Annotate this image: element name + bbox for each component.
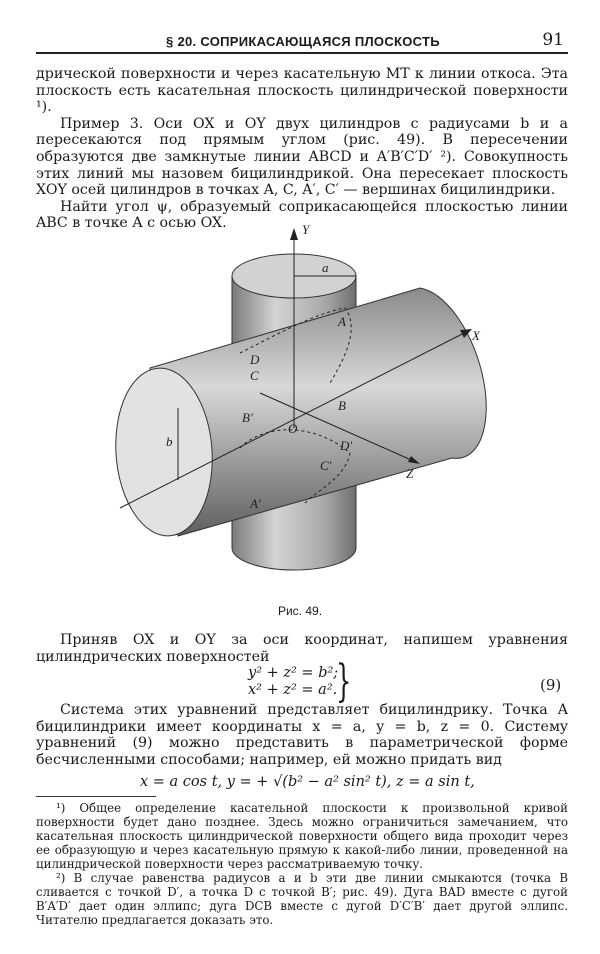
footnote-2: ²) В случае равенства радиусов a и b эти две линии смыкаются (точка B сливается с точкой D′, а точка D с точкой B′; рис. 49). Дуга BAD вместе с дугой B′A′D′ дает один эллипс; дуга DCB вместе с дугой D′C′B′ дает другой эллипс. Читателю предлагается доказать это. <box>36 871 568 927</box>
figure-bicylinder <box>100 218 500 608</box>
label-C: C <box>250 368 259 383</box>
text-block-equations-intro <box>36 632 568 665</box>
text-block-top <box>36 66 568 232</box>
figure-caption: Рис. 49. <box>277 604 323 618</box>
label-B: B <box>338 398 346 413</box>
equation-2: x² + z² = a². <box>248 682 338 698</box>
axis-y-arrow <box>290 228 298 240</box>
footnote-1: ¹) Общее определение касательной плоскости к произвольной кривой поверхности будет дано позднее. Здесь можно ограничиться замечанием, что касательная плоскость цилиндрической поверхности общего вида проходит через ее образующую и через касательную прямую к какой-либо линии, проведенной на цилиндрической поверхности через рассматриваемую точку. <box>36 801 568 871</box>
section-title: § 20. СОПРИКАСАЮЩАЯСЯ ПЛОСКОСТЬ <box>166 34 440 49</box>
label-O: O <box>288 421 298 436</box>
paragraph-example-3: Пример 3. Оси OX и OY двух цилиндров с радиусами b и a пересекаются под прямым углом (рис. 49). В пересечении образуются две замкнутые линии ABCD и A′B′C′D′ ²). Совокупность этих линий мы назовем бицилиндрикой. Она пересекает плоскость XOY осей цилиндров в точках A, C, A′, C′ — вершинах бицилиндрики. <box>36 115 568 199</box>
footnotes <box>36 801 568 927</box>
equation-1: y² + z² = b²; <box>248 665 339 681</box>
paragraph-system: Система этих уравнений представляет бицилиндрику. Точка A бицилиндрики имеет координаты x = a, y = b, z = 0. Системy уравнений (9) можно представить в параметрической форме бесчисленными способами; например, ей можно придать вид <box>36 702 568 768</box>
label-b: b <box>166 434 173 449</box>
running-header <box>36 30 568 54</box>
label-Y: Y <box>302 222 310 237</box>
equation-number: (9) <box>540 676 562 694</box>
label-C1: C′ <box>320 458 332 473</box>
label-Z: Z <box>406 466 414 481</box>
label-D: D <box>250 352 260 367</box>
paragraph-coordinates: Приняв OX и OY за оси координат, напишем уравнения цилиндрических поверхностей <box>36 632 568 665</box>
text-block-system <box>36 702 568 768</box>
label-A: A <box>338 314 346 329</box>
label-A1: A′ <box>250 496 261 511</box>
equation-brace: } <box>336 656 352 707</box>
label-D1: D′ <box>340 438 353 453</box>
label-a: a <box>322 260 329 275</box>
equation-parametric: x = a cos t, y = + √(b² − a² sin² t), z = a sin t, <box>140 774 475 790</box>
label-X: X <box>472 328 480 343</box>
label-B1: B′ <box>242 410 253 425</box>
paragraph-1: дрической поверхности и через касательную MT к линии откоса. Эта плоскость есть касательная плоскость цилиндрической поверхности ¹). <box>36 66 568 116</box>
paragraph-task: Найти угол ψ, образуемый соприкасающейся плоскостью линии ABC в точке A с осью OX. <box>36 198 568 232</box>
footnote-rule <box>36 796 156 797</box>
page-number: 91 <box>542 30 564 50</box>
